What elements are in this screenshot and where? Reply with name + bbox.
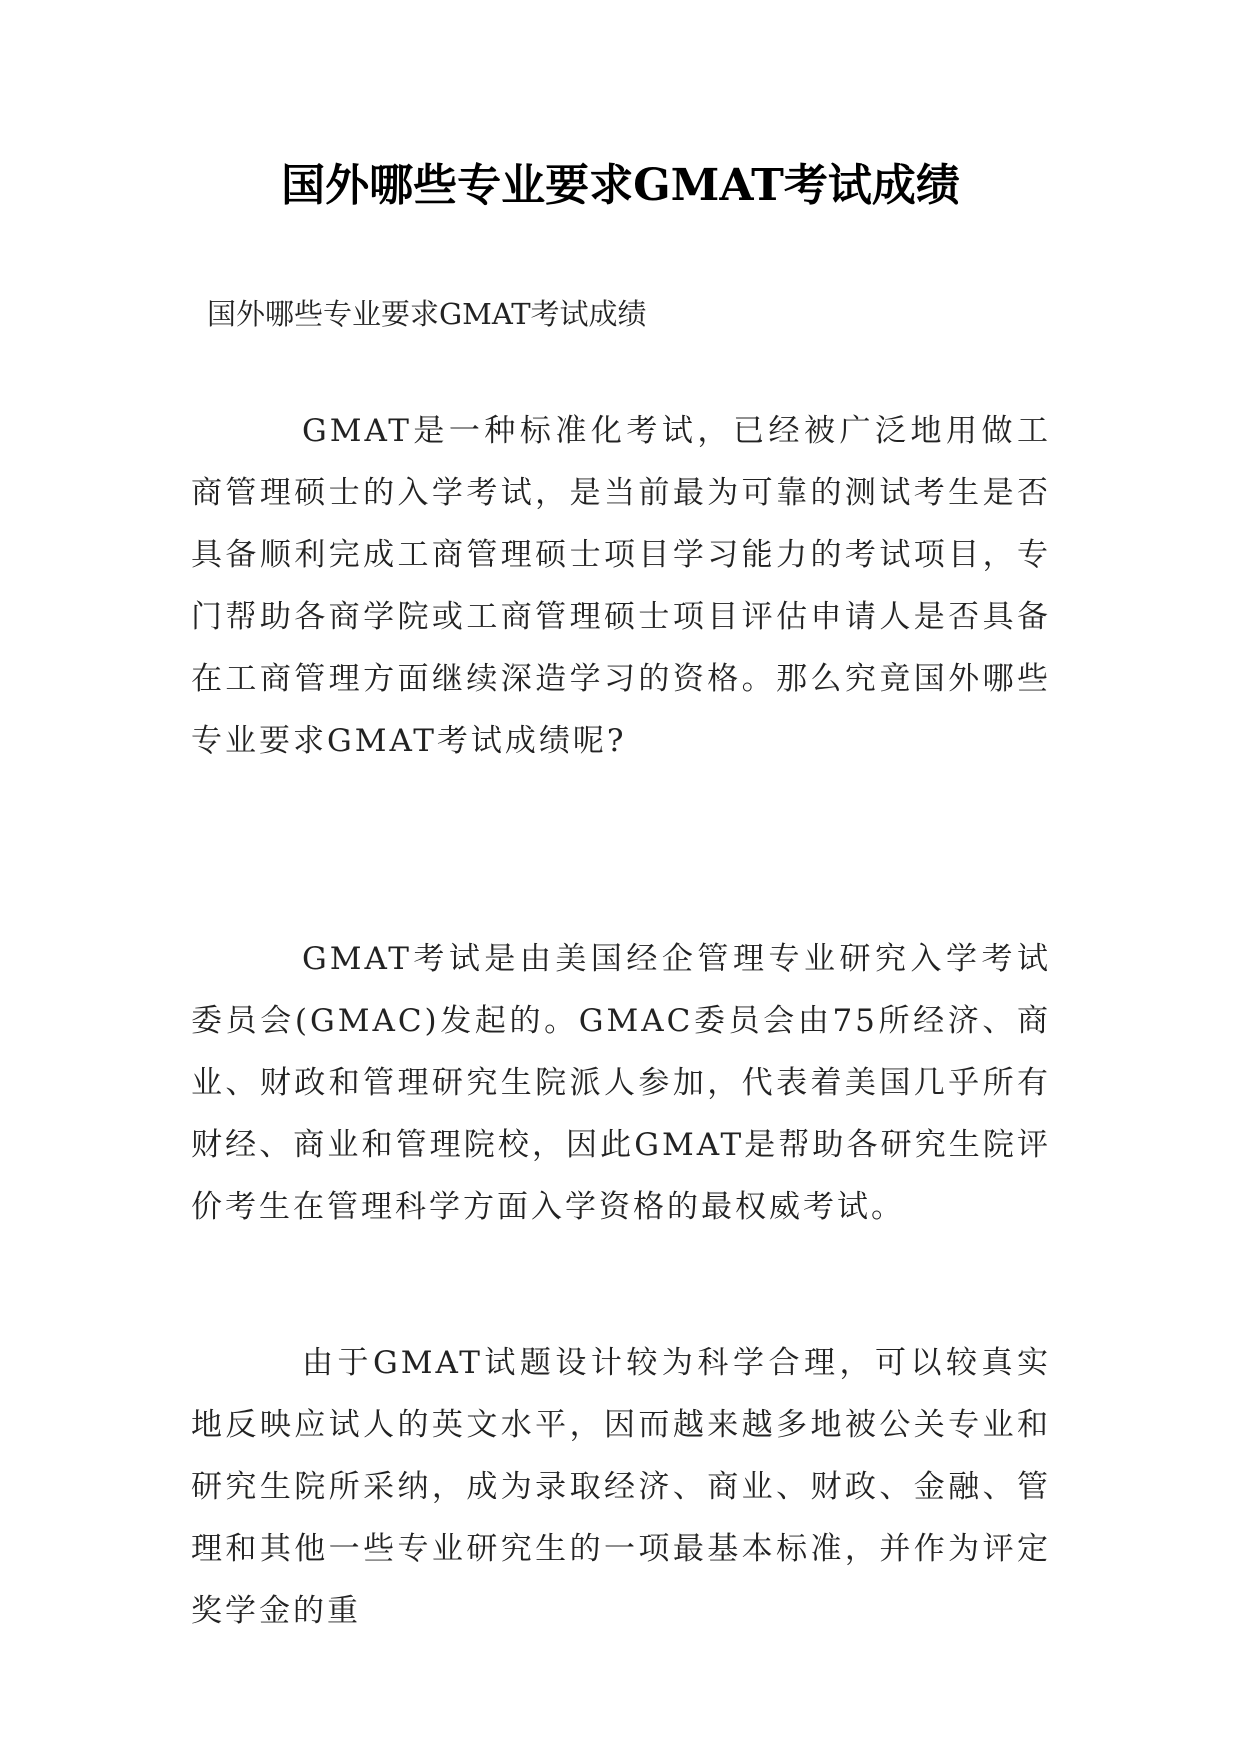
document-title: 国外哪些专业要求GMAT考试成绩: [281, 160, 960, 211]
paragraph-2: GMAT考试是由美国经企管理专业研究入学考试委员会(GMAC)发起的。GMAC委员会由75所经济、商业、财政和管理研究生院派人参加，代表着美国几乎所有财经、商业和管理院校，因此GMAT是帮助各研究生院评价考生在管理科学方面入学资格的最权威考试。: [191, 941, 1051, 1225]
paragraph-1: GMAT是一种标准化考试，已经被广泛地用做工商管理硕士的入学考试，是当前最为可靠的测试考生是否具备顺利完成工商管理硕士项目学习能力的考试项目，专门帮助各商学院或工商管理硕士项目评估申请人是否具备在工商管理方面继续深造学习的资格。那么究竟国外哪些专业要求GMAT考试成绩呢?: [191, 413, 1051, 759]
document-subtitle: 国外哪些专业要求GMAT考试成绩: [207, 297, 647, 331]
paragraph-3: 由于GMAT试题设计较为科学合理，可以较真实地反映应试人的英文水平，因而越来越多地被公关专业和研究生院所采纳，成为录取经济、商业、财政、金融、管理和其他一些专业研究生的一项最基本标准，并作为评定奖学金的重: [191, 1345, 1051, 1629]
